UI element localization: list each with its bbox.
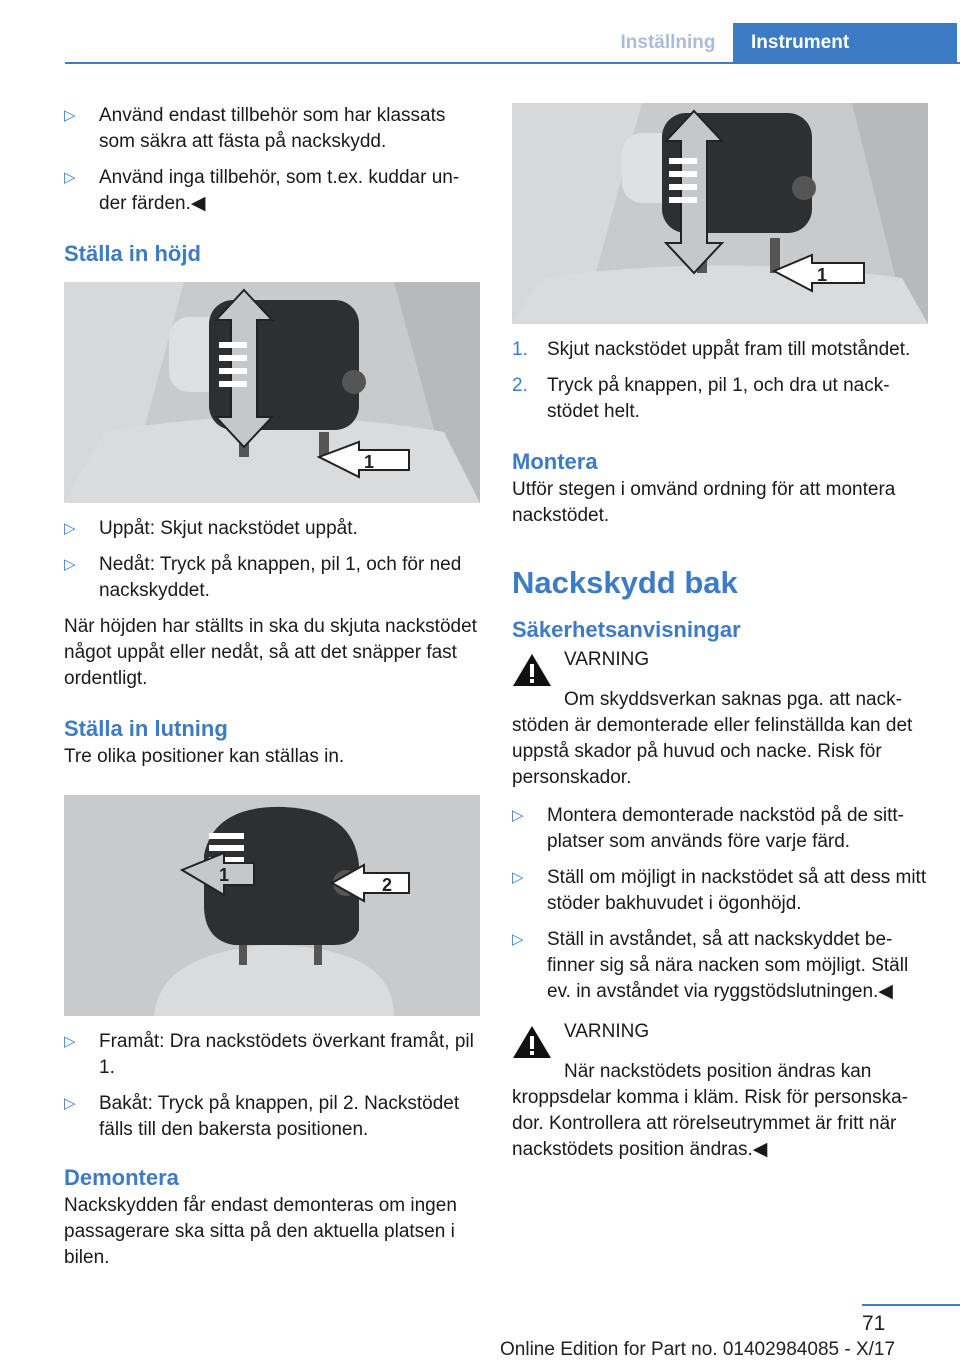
left-column [64, 103, 480, 1271]
figure-label-1: 1 [817, 265, 828, 285]
list-item: ▷ Ställ om möjligt in nackstödet så att dess mitt stöder bakhuvudet i ögonhöjd. [512, 867, 927, 914]
heading-safety: Säkerhetsanvisningar [512, 617, 741, 642]
warning-triangle-icon [512, 1025, 552, 1064]
warning-triangle-icon [512, 653, 552, 692]
warning-box [512, 647, 928, 687]
list-item: ▷ Montera demonterade nackstöd på de sittplatser som används före varje färd. [512, 805, 904, 852]
paragraph-mount: Utför stegen i omvänd ordning för att montera nackstödet. [512, 479, 896, 526]
list-item: ▷ Använd inga tillbehör, som t.ex. kuddar under färden.◀ [64, 167, 460, 214]
triangle-bullet-icon: ▷ [64, 1033, 76, 1050]
figure-headrest-tilt [64, 795, 480, 1016]
triangle-bullet-icon: ▷ [512, 807, 524, 824]
list-item: ▷ Ställ in avståndet, så att nackskyddet befinner sig så nära nacken som möjligt. Ställ ev. in avståndet via ryggstödslutningen.◀ [512, 929, 909, 1002]
triangle-bullet-icon: ▷ [64, 520, 76, 537]
triangle-bullet-icon: ▷ [64, 556, 76, 573]
footer-edition: Online Edition for Part no. 01402984085 - X/17 [500, 1339, 896, 1360]
paragraph-remove: Nackskydden får endast demonteras om ingen passagerare ska sitta på den aktuella platsen i bilen. [64, 1195, 457, 1268]
heading-remove: Demontera [64, 1165, 179, 1190]
list-item: 2. Tryck på knappen, pil 1, och dra ut nackstödet helt. [512, 375, 890, 422]
triangle-bullet-icon: ▷ [64, 1095, 76, 1112]
footer-rule [862, 1304, 960, 1306]
warning-title: VARNING [564, 649, 650, 670]
figure-headrest-height [64, 282, 480, 503]
list-item: ▷ Använd endast tillbehör som har klassats som säkra att fästa på nackskydd. [64, 105, 446, 152]
list-item: 1. Skjut nackstödet uppåt fram till motståndet. [512, 339, 911, 360]
section-tab-instrument: Instrument [733, 23, 957, 62]
paragraph-tilt: Tre olika positioner kan ställas in. [64, 746, 345, 767]
warning-box [512, 1019, 928, 1059]
figure-headrest-remove [512, 103, 928, 324]
list-item: ▷ Nedåt: Tryck på knappen, pil 1, och för ned nackskyddet. [64, 554, 462, 601]
page-number: 71 [862, 1312, 886, 1335]
figure-label-1: 1 [219, 865, 230, 885]
section-tab-installning: Inställning [620, 32, 716, 53]
right-column [512, 103, 928, 1163]
triangle-bullet-icon: ▷ [64, 107, 76, 124]
warning-title: VARNING [564, 1021, 650, 1042]
figure-label-1: 1 [364, 452, 375, 472]
heading-height: Ställa in höjd [64, 241, 201, 266]
heading-rear: Nackskydd bak [512, 565, 738, 600]
header-rule [65, 62, 960, 64]
page-header [603, 23, 957, 62]
list-item: ▷ Bakåt: Tryck på knappen, pil 2. Nackstödet fälls till den bakersta positionen. [64, 1093, 460, 1140]
paragraph-height: När höjden har ställts in ska du skjuta nackstödet något uppåt eller nedåt, så att det snäpper fast ordentligt. [64, 616, 477, 689]
list-item: ▷ Uppåt: Skjut nackstödet uppåt. [64, 516, 480, 542]
triangle-bullet-icon: ▷ [512, 931, 524, 948]
triangle-bullet-icon: ▷ [512, 869, 524, 886]
triangle-bullet-icon: ▷ [64, 169, 76, 186]
heading-tilt: Ställa in lutning [64, 716, 228, 741]
warning-text: Om skyddsverkan saknas pga. att nackstöden är demonterade eller felinställda kan det uppstå skador på huvud och nacke. Risk för personskador. [512, 689, 913, 788]
list-item: ▷ Framåt: Dra nackstödets överkant framåt, pil 1. [64, 1031, 474, 1078]
figure-label-2: 2 [382, 875, 393, 895]
heading-mount: Montera [512, 449, 598, 474]
warning-text: När nackstödets position ändras kan kroppsdelar komma i kläm. Risk för personskador. Kontrollera att rörelseutrymmet är fritt när nackstödets position ändras.◀ [512, 1061, 908, 1160]
